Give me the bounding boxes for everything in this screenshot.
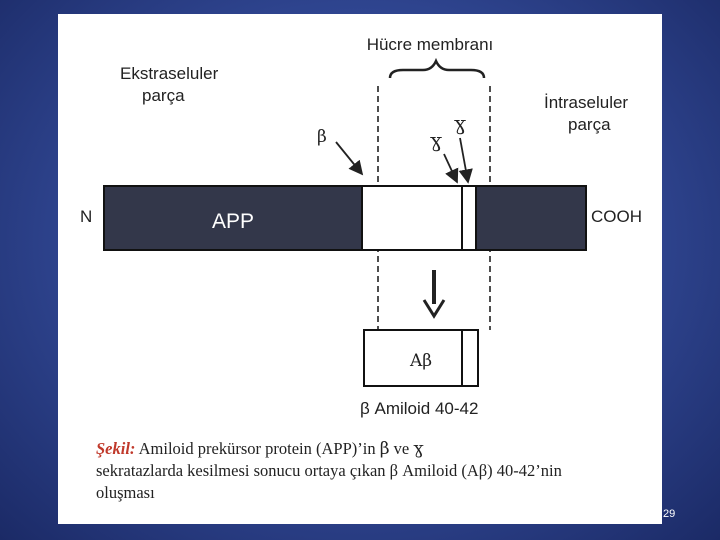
caption-line-2: sekratazlarda kesilmesi sonucu ortaya çıkan β Amiloid (Aβ) 40-42’nin	[96, 461, 562, 480]
extracellular-label: Ekstraseluler parça	[120, 64, 219, 105]
membrane-label: Hücre membranı	[366, 35, 494, 54]
caption-prefix: Şekil:	[96, 439, 136, 458]
n-terminal-label: N	[80, 207, 93, 226]
caption-gamma: ɣ	[413, 439, 424, 459]
membrane-brace	[390, 61, 484, 78]
gamma-secretase-symbol-2: ɣ	[454, 111, 466, 135]
app-bar-abeta-region	[362, 186, 476, 250]
abeta-caption: β Amiloid 40-42	[360, 399, 479, 418]
beta-secretase-symbol: β	[317, 127, 327, 147]
beta-cleavage-arrow	[336, 142, 362, 174]
gamma-secretase-symbol-1: ɣ	[430, 128, 442, 152]
app-label: APP	[212, 210, 255, 233]
c-terminal-label: COOH	[591, 207, 642, 226]
abeta-label: Aβ	[410, 351, 433, 371]
gamma-cleavage-arrow-2	[460, 138, 468, 182]
caption-line-1-text: Amiloid prekürsor protein (APP)’in	[138, 439, 376, 458]
figure-caption	[96, 438, 636, 504]
app-bar-intracellular	[476, 186, 586, 250]
caption-ve: ve	[393, 439, 410, 458]
slide-panel	[58, 14, 662, 524]
caption-beta: β	[379, 439, 390, 459]
caption-line-3: oluşması	[96, 483, 155, 502]
caption-line-1	[96, 438, 636, 460]
intracellular-label: İntraseluler parça	[544, 93, 629, 134]
page-number: 29	[663, 508, 676, 520]
gamma-cleavage-arrow-1	[444, 154, 457, 182]
